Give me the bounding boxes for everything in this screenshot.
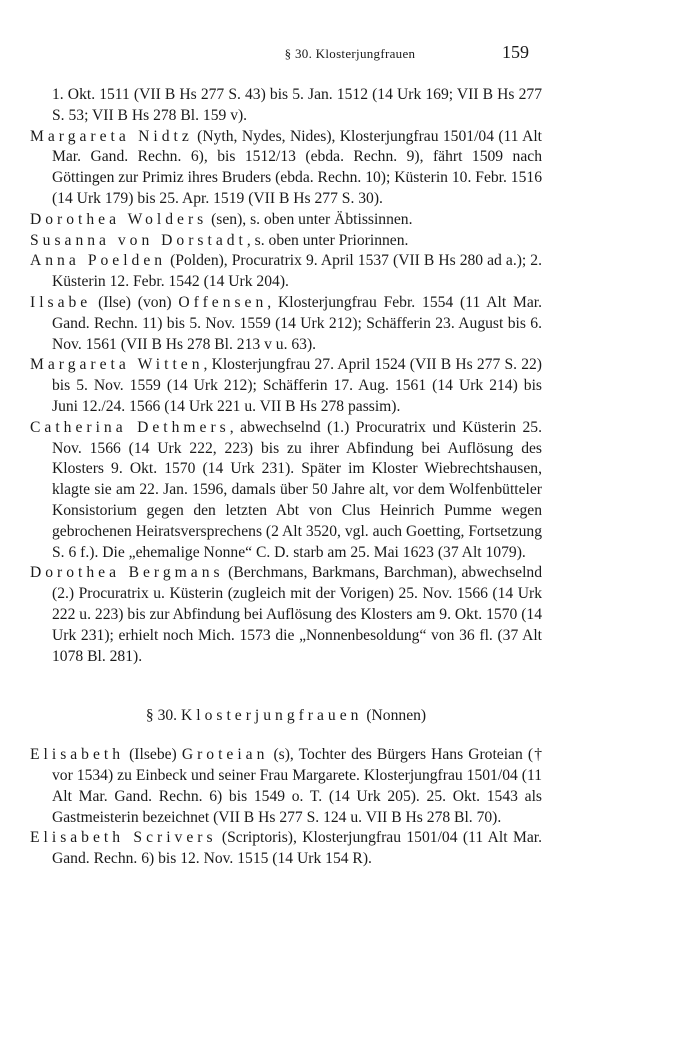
entry-margareta-witten [30, 355, 542, 417]
entry-text: (Berchmans, Barkmans, Barchman), abwechselnd (2.) Procuratrix u. Küsterin (zugleich mit der Vorigen) 25. Nov. 1566 (14 Urk 222 u. 223) bis zur Abfindung bei Auflösung des Klosters am 9. Okt. 1570 (14 Urk 231); erhielt noch Mich. 1573 die „Nonnenbesoldung“ von 36 fl. (37 Alt 1078 Bl. 281). [52, 564, 542, 665]
entry-name-2: Groteian [181, 746, 269, 764]
running-title: § 30. Klosterjungfrauen [284, 46, 416, 61]
entry-name: Elisabeth Scrivers [30, 829, 217, 847]
entry-dorothea-wolders [30, 210, 542, 231]
entry-continuation [30, 85, 542, 127]
entry-name: Margareta Witten [30, 356, 204, 374]
entry-text: (Scriptoris), Klosterjungfrau 1501/04 (11 Alt Mar. Gand. Rechn. 6) bis 12. Nov. 1515 (14 Urk 154 R). [52, 829, 542, 868]
entry-mid: (Ilsebe) [124, 746, 182, 764]
entry-elisabeth-groteian [30, 745, 542, 828]
entry-name: Elisabeth [30, 746, 125, 764]
entry-elisabeth-scrivers [30, 828, 542, 870]
entry-margareta-nidtz [30, 127, 542, 210]
entry-text: , Klosterjungfrau 27. April 1524 (VII B Hs 277 S. 22) bis 5. Nov. 1559 (14 Urk 212); Schäfferin 17. Aug. 1561 (14 Urk 214) bis Juni 12./24. 1566 (14 Urk 221 u. VII B Hs 278 passim). [52, 356, 542, 415]
entry-name: Dorothea Bergmans [30, 564, 224, 582]
section-heading [30, 706, 542, 727]
entry-text-extra: , Klosterjungfrau Febr. 1554 (11 Alt Mar. Gand. Rechn. 11) bis 5. Nov. 1559 (14 Urk 212); Schäfferin 23. August bis 6. Nov. 1561 (VII B Hs 278 Bl. 213 v u. 63). [52, 293, 542, 353]
entry-name: Dorothea Wolders [30, 210, 208, 228]
section-title: Klosterjungfrauen [180, 707, 363, 725]
entry-text: 1. Okt. 1511 (VII B Hs 277 S. 43) bis 5. Jan. 1512 (14 Urk 169; VII B Hs 277 S. 53; VII B Hs 278 Bl. 159 v). [52, 86, 542, 124]
entry-text: (Polden), Procuratrix 9. April 1537 (VII B Hs 280 ad a.); 2. Küsterin 12. Febr. 1542 (14 Urk 204). [52, 252, 542, 291]
entry-name: Catherina Dethmers [30, 418, 230, 436]
entry-name: Ilsabe [30, 293, 92, 311]
entry-catherina-dethmers [30, 418, 542, 564]
main-text [30, 85, 542, 870]
section-subtitle: (Nonnen) [366, 707, 427, 725]
entry-text: , s. oben unter Priorinnen. [246, 231, 409, 249]
entry-text: (s), Tochter des Bürgers Hans Groteian († vor 1534) zu Einbeck und seiner Frau Margarete. Klosterjungfrau 1501/04 (11 Alt Mar. Gand. Rechn. 6) bis 1549 o. T. (14 Urk 205). 25. Okt. 1543 als Gastmeisterin bezeichnet (VII B Hs 277 S. 124 u. VII B Hs 278 Bl. 70). [52, 746, 543, 826]
entry-dorothea-bergmans [30, 563, 542, 667]
entry-anna-poelden [30, 251, 542, 293]
entry-susanna-von-dorstadt [30, 231, 542, 252]
running-header [0, 42, 700, 66]
entry-text: , abwechselnd (1.) Procuratrix und Küsterin 25. Nov. 1566 (14 Urk 222, 223) bis zu ihrer Abfindung bei Auflösung des Klosters 9. Okt. 1570 (14 Urk 231). Später im Kloster Wiebrechtshausen, klagte sie am 22. Jan. 1596, damals über 50 Jahre alt, vor dem Wolfenbütteler Konsistorium gegen den letzten Abt von Clus Heinrich Pumme wegen gebrochenen Heiratsversprechens (2 Alt 3520, vgl. auch Goetting, Fortsetzung S. 6 f.). Die „ehemalige Nonne“ C. D. starb am 25. Mai 1623 (37 Alt 1079). [52, 418, 543, 561]
entry-ilsabe-offensen [30, 293, 542, 355]
entry-text: (sen), s. oben unter Äbtissinnen. [207, 210, 413, 228]
entry-text: (Ilse) (von) [91, 293, 179, 311]
section-number: § 30. [145, 707, 178, 725]
page-number: 159 [502, 42, 529, 62]
entry-name: Margareta Nidtz [30, 127, 193, 145]
entry-text: (Nyth, Nydes, Nides), Klosterjungfrau 1501/04 (11 Alt Mar. Gand. Rechn. 6), bis 1512/13 (ebda. Rechn. 9), fährt 1509 nach Göttingen zur Primiz ihres Bruders (ebda. Rechn. 10); Küsterin 10. Febr. 1516 (14 Urk 179) bis 25. Apr. 1519 (VII B Hs 277 S. 30). [52, 127, 543, 207]
entry-surname: Offensen [178, 293, 268, 311]
entry-name: Anna Poelden [30, 252, 167, 270]
entry-name: Susanna von Dorstadt [30, 231, 247, 249]
